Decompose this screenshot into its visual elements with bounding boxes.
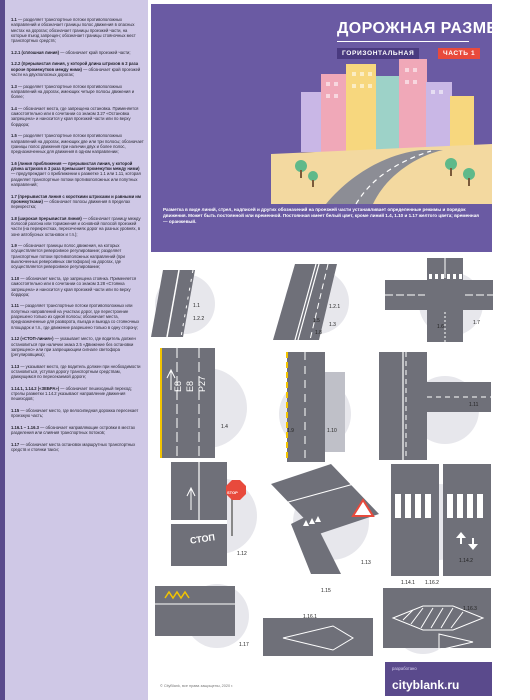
definition-item: [11, 161, 144, 187]
definition-code: 1.7 (прерывистая линия с короткими штрихами и равными им промежутками): [11, 193, 141, 204]
label-1-11: 1.11: [469, 402, 479, 408]
definition-code: 1.4: [11, 105, 17, 111]
label-1-12: 1.12: [237, 551, 247, 557]
definition-code: 1.17: [11, 441, 20, 447]
diagram-1-12: [157, 462, 267, 566]
label-1-1: 1.1: [193, 303, 200, 309]
intro-text: Разметка в виде линий, стрел, надписей и других обозначений на проезжей части устанавливает определенные режимы и порядок движения. Может быть постоянной или временной. Постоянная имеет белый цвет, кроме линий 1.4, 1.10 и 1.17 желтого цвета; временная — оранжевый.: [163, 207, 479, 225]
definition-code: 1.2.2 (прерывистая линия, у которой длина штрихов в 2 раза короче промежутков между ними): [11, 61, 139, 72]
copyright-text: © CityBlank, все права защищены, 2020 г.: [160, 684, 234, 688]
definition-item: [11, 425, 144, 436]
definition-code: 1.13: [11, 363, 20, 369]
definition-text: — разделяет транспортные потоки противоположных или попутных направлений на участках дорог, где перестроение разрешено только из одной полосы; обозначает места, предназначенные для разворота, въезда и выезда со стояночных площадок и т.п., где движение разрешено только в одну сторону;: [11, 303, 140, 330]
definition-code: 1.12 («СТОП-линия»): [11, 336, 54, 342]
label-1-3: 1.3: [329, 322, 336, 328]
definition-code: 1.3: [11, 83, 17, 89]
label-1-16-2: 1.16.2: [425, 580, 439, 586]
label-1-9: 1.9: [287, 428, 294, 434]
label-1-10: 1.10: [327, 428, 337, 434]
header-banner: [151, 4, 530, 252]
part-badge: ЧАСТЬ 1: [438, 48, 480, 59]
definition-text: — обозначает край проезжей части на двухполосных дорогах;: [11, 66, 141, 77]
definition-text: — обозначает край проезжей части;: [59, 49, 131, 55]
definition-text: — указывает место, где водитель должен при необходимости остановиться, уступая дорогу транспортным средствам, движущимся по пересекаемой дороге;: [11, 363, 141, 380]
definition-code: 1.14.1, 1.14.2 («ЗЕБРА»): [11, 385, 60, 391]
page-title: ДОРОЖНАЯ РАЗМЕТКА: [337, 20, 530, 37]
diagram-1-10: [263, 352, 359, 462]
diagrams-area: [153, 258, 491, 658]
label-1-8: 1.8: [315, 330, 322, 336]
label-1-2-2: 1.2.2: [193, 316, 205, 322]
reverse-text-1: Е8: [173, 380, 183, 392]
definition-item: [11, 216, 144, 237]
definition-item: [11, 364, 144, 380]
definition-code: 1.2.1 (сплошная линия): [11, 49, 60, 55]
label-1-14-1: 1.14.1: [401, 580, 415, 586]
definition-item: [11, 194, 144, 210]
definition-text: — предупреждает о приближении к разметке 1.1 или 1.11, которая разделяет транспортные потоки противоположных или попутных направлений;: [11, 171, 141, 187]
definition-text: — разделяет транспортные потоки противоположных направлений на дорогах, имеющих две или три полосы; обозначает границы полос движения при наличии двух и более полос, предназначенных для движения в одном направлении;: [11, 133, 144, 155]
definition-text: — обозначает направляющие островки в местах разделения или слияния транспортных потоков;: [11, 424, 136, 436]
definitions-list: [11, 17, 144, 459]
definition-text: — разделяет транспортные потоки противоположных направлений и обозначает границы полос движения в опасных местах на дорогах; обозначает границы проезжей части, на которые въезд запрещен; обозначает границы стояночных мест транспортных средств;: [11, 17, 136, 44]
definitions-panel: [0, 0, 148, 700]
label-1-14-2: 1.14.2: [459, 558, 473, 564]
definition-item: [11, 50, 144, 55]
title-divider: [337, 41, 469, 42]
label-1-16-1: 1.16.1: [303, 614, 317, 620]
definition-item: [11, 243, 144, 269]
reverse-text-3: Р27: [197, 375, 207, 392]
label-1-7: 1.7: [473, 320, 480, 326]
definition-item: [11, 276, 144, 297]
definition-code: 1.8 (широкая прерывистая линия): [11, 215, 82, 221]
stop-road-text: СТОП: [189, 532, 216, 546]
reverse-text-2: Е8: [185, 380, 195, 392]
panel-stripe: [0, 0, 5, 700]
label-1-2-1: 1.2.1: [329, 304, 341, 310]
diagram-1-13-1-15: [271, 464, 379, 574]
label-1-17: 1.17: [239, 642, 249, 648]
definition-code: 1.11: [11, 303, 19, 309]
definition-text: — обозначает места остановок маршрутных транспортных средств и стоянки такси;: [11, 441, 136, 453]
definition-code: 1.1: [11, 17, 17, 22]
definition-code: 1.6 (линия приближения — прерывистая линия, у которой длина штрихов в 3 раза превышает промежутки между ними): [11, 160, 140, 172]
definition-item: [11, 133, 144, 154]
definition-item: [11, 106, 144, 127]
label-1-6: 1.6: [437, 324, 444, 330]
definition-text: — обозначает место, где велосипедная дорожка пересекает проезжую часть;: [11, 408, 139, 419]
diagram-1-2-1: [273, 260, 351, 340]
definition-text: — обозначает места, где запрещена стоянка. Применяется самостоятельно или в сочетании со знаком 3.28 «Стоянка запрещена» и наносится у края проезжей части или по верху бордюра;: [11, 275, 137, 297]
definition-item: [11, 61, 144, 77]
diagram-1-16: [263, 578, 493, 658]
subtitle-badge: ГОРИЗОНТАЛЬНАЯ: [337, 48, 419, 59]
definition-code: 1.9: [11, 243, 17, 249]
definition-item: [11, 336, 144, 357]
developer-label: разработано: [392, 666, 417, 671]
label-1-4: 1.4: [221, 424, 228, 430]
definition-code: 1.16.1 – 1.16.3: [11, 424, 39, 430]
definition-text: — обозначает границу между полосой разгона или торможения и основной полосой проезжей части (на перекрестках, пересечениях дорог на разных уровнях, в зоне автобусных остановок и т.п.);: [11, 215, 141, 237]
definition-item: [11, 84, 144, 100]
definition-code: 1.15: [11, 408, 20, 414]
label-1-5: 1.5: [313, 318, 320, 324]
diagram-1-14: [381, 464, 491, 576]
label-1-15: 1.15: [321, 588, 331, 594]
stop-sign-text: STOP: [227, 490, 238, 495]
definition-text: — обозначает пешеходный переход; стрелы разметки 1.14.2 указывают направление движения пешеходов;: [11, 385, 132, 402]
brand-link[interactable]: cityblank.ru: [392, 678, 460, 692]
definition-text: — указывает место, где водитель должен остановиться при наличии знака 2.5 «Движение без остановки запрещено» или при запрещающем сигнале светофора (регулировщика);: [11, 336, 136, 358]
definition-text: — разделяет транспортные потоки противоположных направлений на дорогах, имеющих четыре полосы движения и более;: [11, 83, 135, 100]
diagram-1-1: [155, 262, 215, 337]
definition-code: 1.10: [11, 275, 20, 281]
label-1-16-3: 1.16.3: [463, 606, 477, 612]
label-1-13: 1.13: [361, 560, 371, 566]
definition-text: — обозначает места, где запрещена остановка. Применяется самостоятельно или в сочетании со знаком 3.27 «Остановка запрещена» и наносится у края проезжей части или по верху бордюра;: [11, 105, 139, 127]
definition-item: [11, 442, 144, 453]
definition-item: [11, 17, 144, 43]
diagram-1-4-1-9: [155, 348, 257, 458]
definition-code: 1.5: [11, 133, 17, 139]
definition-item: [11, 386, 144, 402]
definition-item: [11, 303, 144, 329]
definition-text: — обозначает границы полос движения, на которых осуществляется реверсивное регулирование; разделяет транспортные потоки противоположных направлений (при выключенных реверсивных светофорах) на дорогах, где осуществляется реверсивное регулирование;: [11, 243, 125, 270]
definition-text: — обозначает полосы движения в пределах перекрестка;: [11, 198, 131, 210]
definition-item: [11, 408, 144, 419]
